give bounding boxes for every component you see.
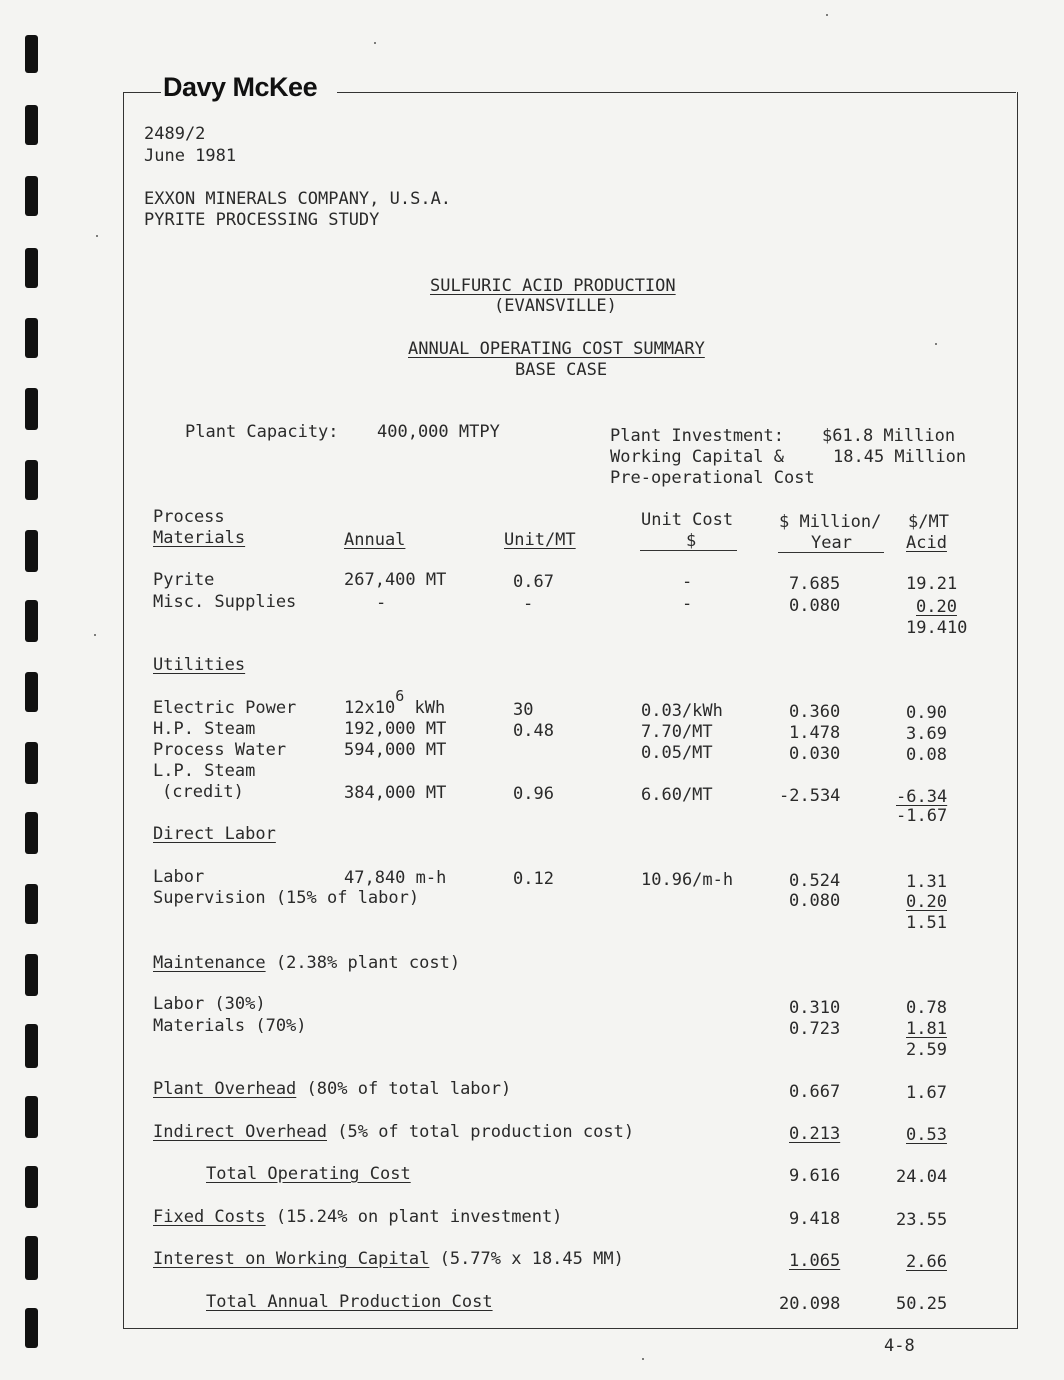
title-location: (EVANSVILLE) xyxy=(494,296,617,316)
indirect-overhead-row xyxy=(153,1122,634,1142)
row-unit: - xyxy=(523,594,534,614)
col-header-year: Year xyxy=(811,533,852,553)
row-cost: 6.60/MT xyxy=(641,785,713,805)
row-million: 0.360 xyxy=(789,702,841,722)
fixed-costs-million: 9.418 xyxy=(789,1209,841,1229)
binder-mark xyxy=(25,248,38,288)
row-label: Pyrite xyxy=(153,570,215,590)
row-million: 0.667 xyxy=(789,1082,841,1102)
binder-mark xyxy=(25,884,38,924)
row-cost: 0.03/kWh xyxy=(641,701,723,721)
row-million: 0.030 xyxy=(789,744,841,764)
binder-mark xyxy=(25,600,38,642)
row-per-mt: 1.81 xyxy=(906,1019,947,1039)
subtotal: 2.59 xyxy=(906,1040,947,1060)
row-per-mt: 3.69 xyxy=(906,724,947,744)
row-label: Process Water xyxy=(153,740,287,760)
capacity-label: Plant Capacity: xyxy=(185,422,339,442)
scan-speck xyxy=(826,14,828,16)
binder-mark xyxy=(25,1024,38,1068)
col-header-annual: Annual xyxy=(344,530,406,550)
row-million: 0.080 xyxy=(789,596,841,616)
row-cost: - xyxy=(682,594,693,614)
row-million: -2.534 xyxy=(779,786,841,806)
row-annual: 267,400 MT xyxy=(344,570,447,590)
row-million: 0.310 xyxy=(789,998,841,1018)
indirect-overhead-label: Indirect Overhead xyxy=(153,1122,327,1142)
row-per-mt: 1.67 xyxy=(906,1083,947,1103)
row-label: Materials (70%) xyxy=(153,1016,307,1036)
binder-mark xyxy=(25,530,38,572)
binder-mark xyxy=(25,388,38,430)
row-cost: 0.05/MT xyxy=(641,743,713,763)
row-unit: 0.48 xyxy=(513,721,554,741)
row-label: Labor xyxy=(153,867,205,887)
total-annual-label: Total Annual Production Cost xyxy=(206,1292,493,1312)
fixed-costs-per-mt: 23.55 xyxy=(896,1210,948,1230)
plant-overhead-note: (80% of total labor) xyxy=(306,1079,512,1099)
row-annual: 192,000 MT xyxy=(344,719,447,739)
col-header-unit-mt: Unit/MT xyxy=(504,530,576,550)
row-label-sub: (credit) xyxy=(162,782,244,802)
capacity-value: 400,000 MTPY xyxy=(377,422,500,442)
section-heading-direct-labor: Direct Labor xyxy=(153,824,276,844)
col-header-million: $ Million/ xyxy=(779,512,882,532)
plant-overhead-row xyxy=(153,1079,511,1099)
row-annual xyxy=(344,687,446,718)
row-unit: 0.67 xyxy=(513,572,554,592)
total-annual-per-mt: 50.25 xyxy=(896,1294,948,1314)
col-header-rule xyxy=(778,552,884,553)
working-capital-label: Working Capital & xyxy=(610,447,784,467)
row-per-mt: 0.20 xyxy=(906,892,947,912)
row-million: 0.524 xyxy=(789,871,841,891)
section-heading-utilities: Utilities xyxy=(153,655,246,675)
title-main: SULFURIC ACID PRODUCTION xyxy=(430,276,676,296)
frame-rule xyxy=(123,92,161,93)
scan-speck xyxy=(96,235,98,237)
row-label: Misc. Supplies xyxy=(153,592,297,612)
title-case: BASE CASE xyxy=(515,360,608,380)
interest-note: (5.77% x 18.45 MM) xyxy=(439,1249,624,1269)
title-summary: ANNUAL OPERATING COST SUMMARY xyxy=(408,339,705,359)
binder-mark xyxy=(25,1166,38,1208)
col-header-unit-cost: Unit Cost xyxy=(641,510,734,530)
binder-mark xyxy=(25,318,38,358)
doc-number: 2489/2 xyxy=(144,124,206,144)
preop-label: Pre-operational Cost xyxy=(610,468,815,488)
row-million: 0.723 xyxy=(789,1019,841,1039)
total-operating-per-mt: 24.04 xyxy=(896,1167,948,1187)
maintenance-note: (2.38% plant cost) xyxy=(275,953,461,973)
row-annual: 47,840 m-h xyxy=(344,868,447,888)
row-per-mt: 0.08 xyxy=(906,745,947,765)
interest-million: 1.065 xyxy=(789,1251,841,1271)
col-header-unit-cost-symbol: $ xyxy=(686,531,697,551)
subtotal: 1.51 xyxy=(906,913,947,933)
row-annual: 594,000 MT xyxy=(344,740,447,760)
binder-mark xyxy=(25,1308,38,1348)
col-header-per-mt: $/MT xyxy=(908,512,949,532)
section-heading-maintenance xyxy=(153,953,460,973)
row-per-mt: 0.90 xyxy=(906,703,947,723)
fixed-costs-label: Fixed Costs xyxy=(153,1207,266,1227)
investment-value: $61.8 Million xyxy=(822,426,956,446)
row-per-mt: 0.20 xyxy=(916,597,957,617)
row-label: Supervision (15% of labor) xyxy=(153,888,420,908)
working-capital-value: 18.45 Million xyxy=(833,447,967,467)
indirect-overhead-note: (5% of total production cost) xyxy=(337,1122,635,1142)
binder-mark xyxy=(25,460,38,500)
binder-mark xyxy=(25,35,38,73)
col-header-materials: Materials xyxy=(153,528,246,548)
row-unit: 0.96 xyxy=(513,784,554,804)
row-per-mt: 19.21 xyxy=(906,574,958,594)
row-per-mt: 1.31 xyxy=(906,872,947,892)
binder-mark xyxy=(25,954,38,996)
frame-rule xyxy=(337,92,1016,93)
binder-mark xyxy=(25,176,38,216)
subtotal: 19.410 xyxy=(906,618,968,638)
row-per-mt: -6.34 xyxy=(896,787,948,807)
row-annual: 384,000 MT xyxy=(344,783,447,803)
row-unit: 0.12 xyxy=(513,869,554,889)
row-annual: - xyxy=(376,593,387,613)
fixed-costs-note: (15.24% on plant investment) xyxy=(275,1207,563,1227)
row-cost: - xyxy=(682,572,693,592)
row-unit: 30 xyxy=(513,700,534,720)
col-header-process: Process xyxy=(153,507,225,527)
page-number: 4-8 xyxy=(884,1336,915,1356)
binder-mark xyxy=(25,105,38,145)
row-per-mt: 0.78 xyxy=(906,998,947,1018)
binder-mark xyxy=(25,672,38,712)
annual-exponent: 6 xyxy=(395,687,405,705)
fixed-costs-row xyxy=(153,1207,562,1227)
annual-unit: kWh xyxy=(414,698,446,718)
doc-date: June 1981 xyxy=(144,146,237,166)
total-operating-million: 9.616 xyxy=(789,1166,841,1186)
plant-overhead-label: Plant Overhead xyxy=(153,1079,297,1099)
row-per-mt: 0.53 xyxy=(906,1125,947,1145)
binder-mark xyxy=(25,1236,38,1280)
binder-mark xyxy=(25,1096,38,1138)
row-million: 1.478 xyxy=(789,723,841,743)
scan-speck xyxy=(94,634,96,636)
subtotal: -1.67 xyxy=(896,806,948,826)
binder-mark xyxy=(25,812,38,854)
company-name: EXXON MINERALS COMPANY, U.S.A. xyxy=(144,189,452,209)
scan-speck xyxy=(374,42,376,44)
row-cost: 7.70/MT xyxy=(641,722,713,742)
company-logo: Davy McKee xyxy=(163,72,318,102)
study-name: PYRITE PROCESSING STUDY xyxy=(144,210,380,230)
total-annual-million: 20.098 xyxy=(779,1294,841,1314)
row-million: 7.685 xyxy=(789,574,841,594)
row-label: Electric Power xyxy=(153,698,297,718)
investment-label: Plant Investment: xyxy=(610,426,784,446)
binder-mark xyxy=(25,742,38,784)
row-million: 0.213 xyxy=(789,1124,841,1144)
interest-per-mt: 2.66 xyxy=(906,1252,947,1272)
total-operating-label: Total Operating Cost xyxy=(206,1164,411,1184)
annual-base: 12x10 xyxy=(344,698,396,718)
row-label: Labor (30%) xyxy=(153,994,266,1014)
row-label: H.P. Steam xyxy=(153,719,256,739)
row-million: 0.080 xyxy=(789,891,841,911)
interest-row xyxy=(153,1249,624,1269)
row-label: L.P. Steam xyxy=(153,761,256,781)
col-header-acid: Acid xyxy=(906,533,947,553)
interest-label: Interest on Working Capital xyxy=(153,1249,430,1269)
scan-speck xyxy=(642,1358,644,1360)
col-header-rule xyxy=(640,550,737,551)
maintenance-label: Maintenance xyxy=(153,953,266,973)
row-cost: 10.96/m-h xyxy=(641,870,734,890)
